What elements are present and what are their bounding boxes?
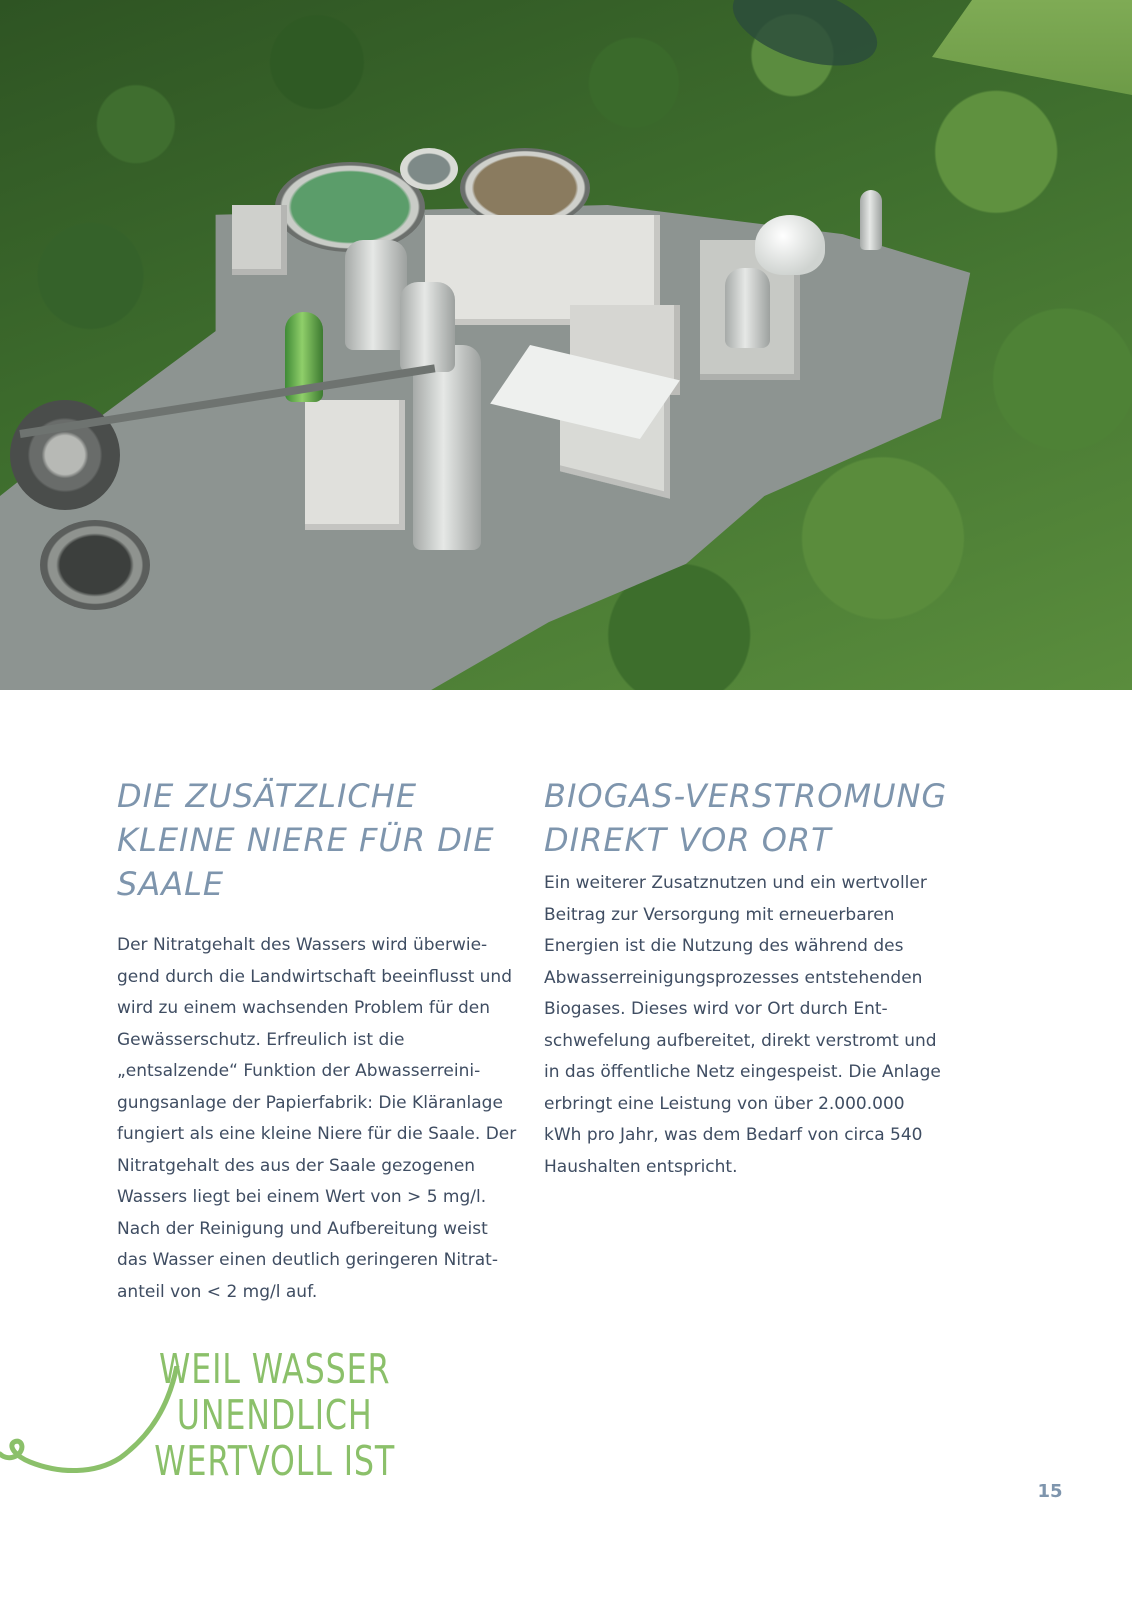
river [723,0,887,81]
paragraph-biogas: Ein weiterer Zusatznutzen und ein wertvoller Beitrag zur Versorgung mit erneuerbaren Energien ist die Nutzung des während des Abwasserreinigungsprozesses entstehenden Biogases. Dieses wird vor Ort durch Ent- schwefelung aufbereitet, direkt verstromt und in das öffentliche Netz eingespeist. Die Anlage erbringt eine Leistung von über 2.000.000 kWh pro Jahr, was dem Bedarf von circa 540 Haushalten entspricht. [544,873,941,1177]
silo [345,240,407,350]
chimney [860,190,882,250]
silo [725,268,770,348]
paragraph-nitrat: Der Nitratgehalt des Wassers wird überwie- gend durch die Landwirtschaft beeinflusst und wird zu einem wachsenden Problem für den Gewässerschutz. Erfreulich ist die „entsalzende“ Funktion der Abwasserreini- gungsanlage der Papierfabrik: Die Kläranlage fungiert als eine kleine Niere für die Saale. Der Nitratgehalt des aus der Saale gezogenen Wassers liegt bei einem Wert von > 5 mg/l. Nach der Reinigung und Aufbereitung weist das Wasser einen deutlich geringeren Nitrat- anteil von < 2 mg/l auf. [117,935,517,1302]
gas-storage-dome [755,215,825,275]
heading-kleine-niere: DIE ZUSÄTZLICHE KLEINE NIERE FÜR DIE SAALE [117,777,495,903]
round-basin [40,520,150,610]
building [305,400,405,530]
heading-biogas: BIOGAS-VERSTROMUNG DIREKT VOR ORT [544,777,948,859]
small-tank [400,148,458,190]
page-number: 15 [1037,1481,1063,1502]
aerial-photo-wastewater-plant [0,0,1132,690]
building [232,205,287,275]
silo [413,345,481,550]
slogan: WEIL WASSER UNENDLICH WERTVOLL IST [154,1345,396,1485]
meadow [932,0,1132,95]
silo [400,282,455,372]
